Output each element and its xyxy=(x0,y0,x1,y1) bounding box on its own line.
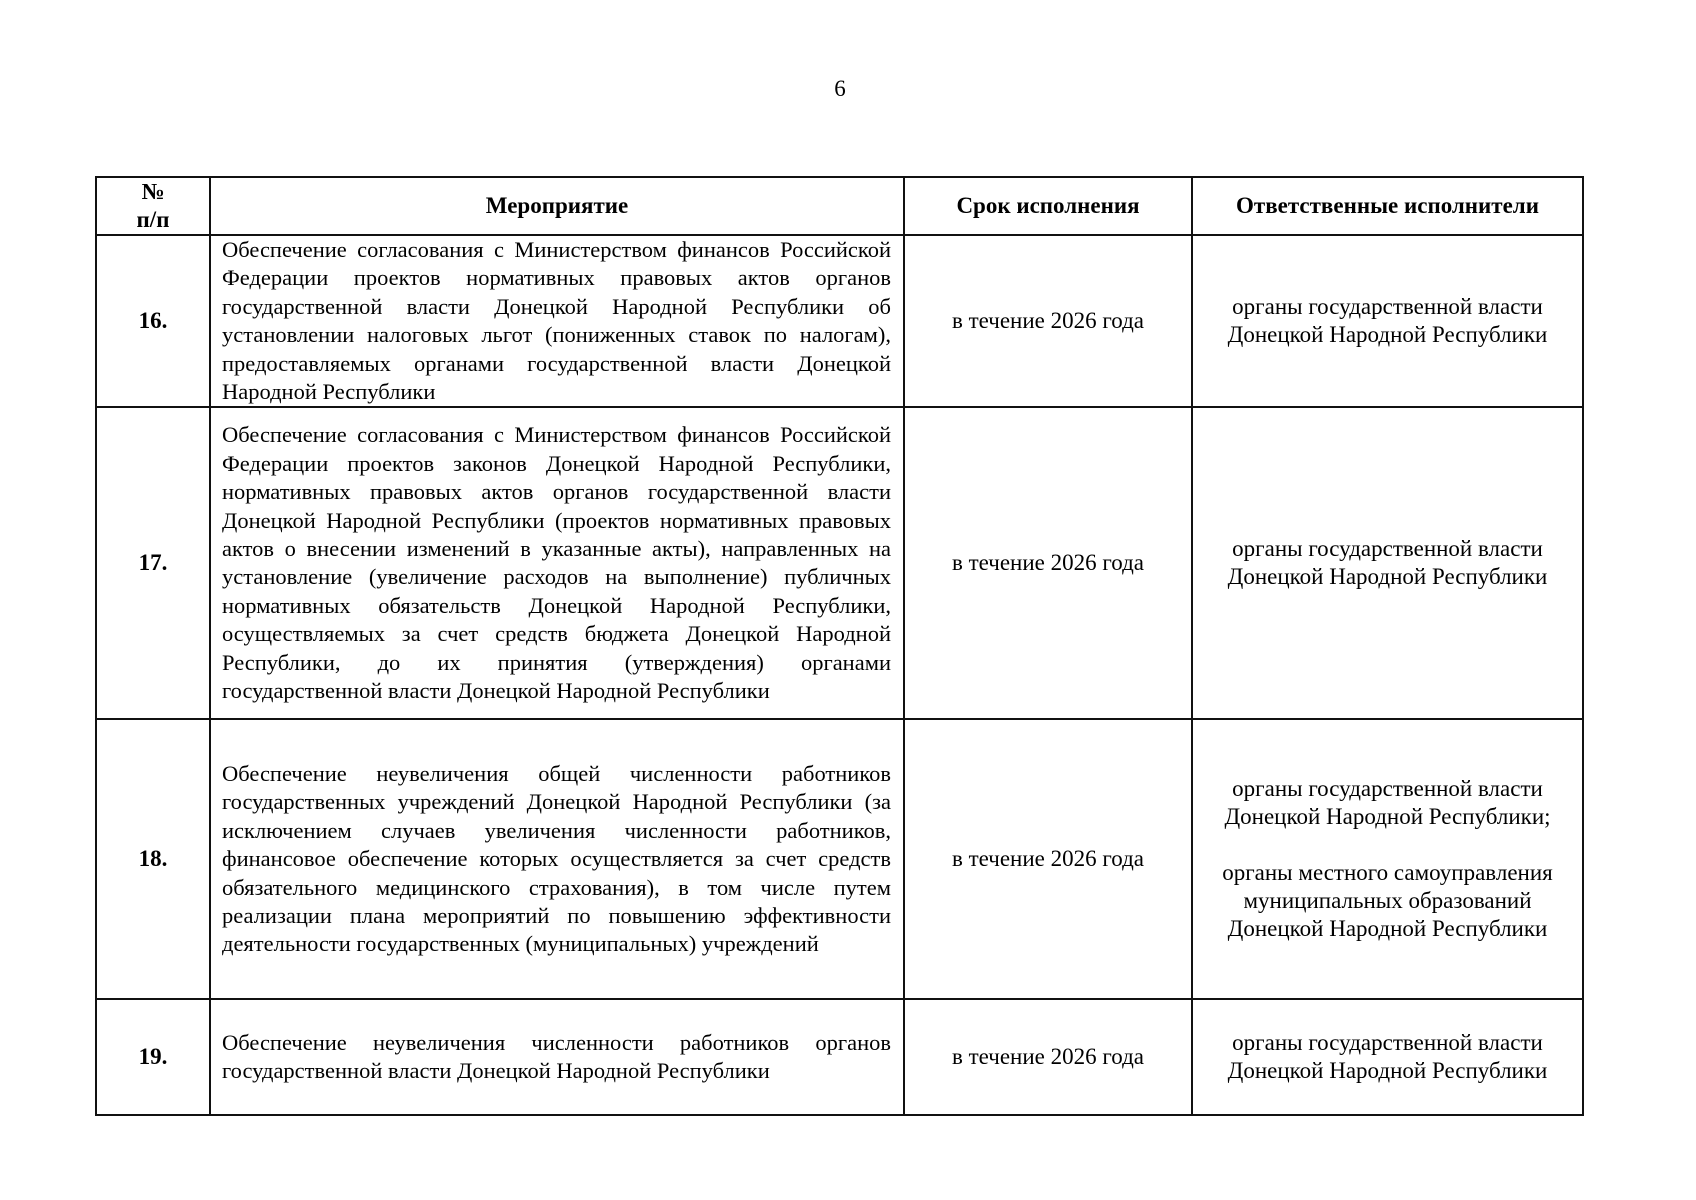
row-event xyxy=(210,407,904,719)
measures-table xyxy=(95,176,1584,1116)
row-term: в течение 2026 года xyxy=(904,235,1192,407)
row-event-text: Обеспечение согласования с Министерством финансов Российской Федерации проектов нормативных правовых актов органов государственной власти Донецкой Народной Республики об установлении налоговых льгот (пониженных ставок по налогам), предоставляемых органами государственной власти Донецкой Народной Республики xyxy=(222,237,891,405)
row-responsible xyxy=(1192,407,1583,719)
row-number: 17. xyxy=(96,407,210,719)
row-term: в течение 2026 года xyxy=(904,719,1192,999)
table-row xyxy=(96,719,1583,999)
table-row xyxy=(96,407,1583,719)
row-responsible-text: органы государственной власти Донецкой Народной Республики xyxy=(1227,294,1548,348)
header-number-line2: п/п xyxy=(136,207,170,232)
row-responsible-text: органы государственной власти Донецкой Народной Республики xyxy=(1227,1030,1548,1084)
row-number: 16. xyxy=(96,235,210,407)
row-event xyxy=(210,235,904,407)
row-responsible-text: органы государственной власти Донецкой Народной Республики xyxy=(1227,536,1548,590)
row-responsible xyxy=(1192,999,1583,1115)
row-event-text: Обеспечение неувеличения общей численности работников государственных учреждений Донецкой Народной Республики (за исключением случаев увеличения численности работников, финансовое обеспечение которых осуществляется за счет средств обязательного медицинского страхования), в том числе путем реализации плана мероприятий по повышению эффективности деятельности государственных (муниципальных) учреждений xyxy=(222,761,891,957)
table-header-row xyxy=(96,177,1583,235)
row-responsible-text-1: органы государственной власти Донецкой Народной Республики; xyxy=(1224,776,1551,830)
row-event xyxy=(210,999,904,1115)
header-responsible: Ответственные исполнители xyxy=(1192,177,1583,235)
page-number: 6 xyxy=(834,76,846,101)
row-number: 18. xyxy=(96,719,210,999)
header-term: Срок исполнения xyxy=(904,177,1192,235)
header-number xyxy=(96,177,210,235)
table-row xyxy=(96,999,1583,1115)
row-responsible xyxy=(1192,719,1583,999)
header-event: Мероприятие xyxy=(210,177,904,235)
row-number: 19. xyxy=(96,999,210,1115)
row-responsible-gap xyxy=(1193,831,1582,859)
row-responsible xyxy=(1192,235,1583,407)
row-event-text: Обеспечение согласования с Министерством финансов Российской Федерации проектов законов Донецкой Народной Республики, нормативных правовых актов органов государственной власти Донецкой Народной Республики (проектов нормативных правовых актов о внесении изменений в указанные акты), направленных на установление (увеличение расходов на выполнение) публичных нормативных обязательств Донецкой Народной Республики, осуществляемых за счет средств бюджета Донецкой Народной Республики, до их принятия (утверждения) органами государственной власти Донецкой Народной Республики xyxy=(222,422,891,704)
row-event-text: Обеспечение неувеличения численности работников органов государственной власти Донецкой Народной Республики xyxy=(222,1030,891,1084)
row-term: в течение 2026 года xyxy=(904,407,1192,719)
row-responsible-text-2: органы местного самоуправления муниципальных образований Донецкой Народной Республики xyxy=(1222,860,1553,942)
row-event xyxy=(210,719,904,999)
table-row xyxy=(96,235,1583,407)
header-number-line1: № xyxy=(141,179,165,204)
row-term: в течение 2026 года xyxy=(904,999,1192,1115)
